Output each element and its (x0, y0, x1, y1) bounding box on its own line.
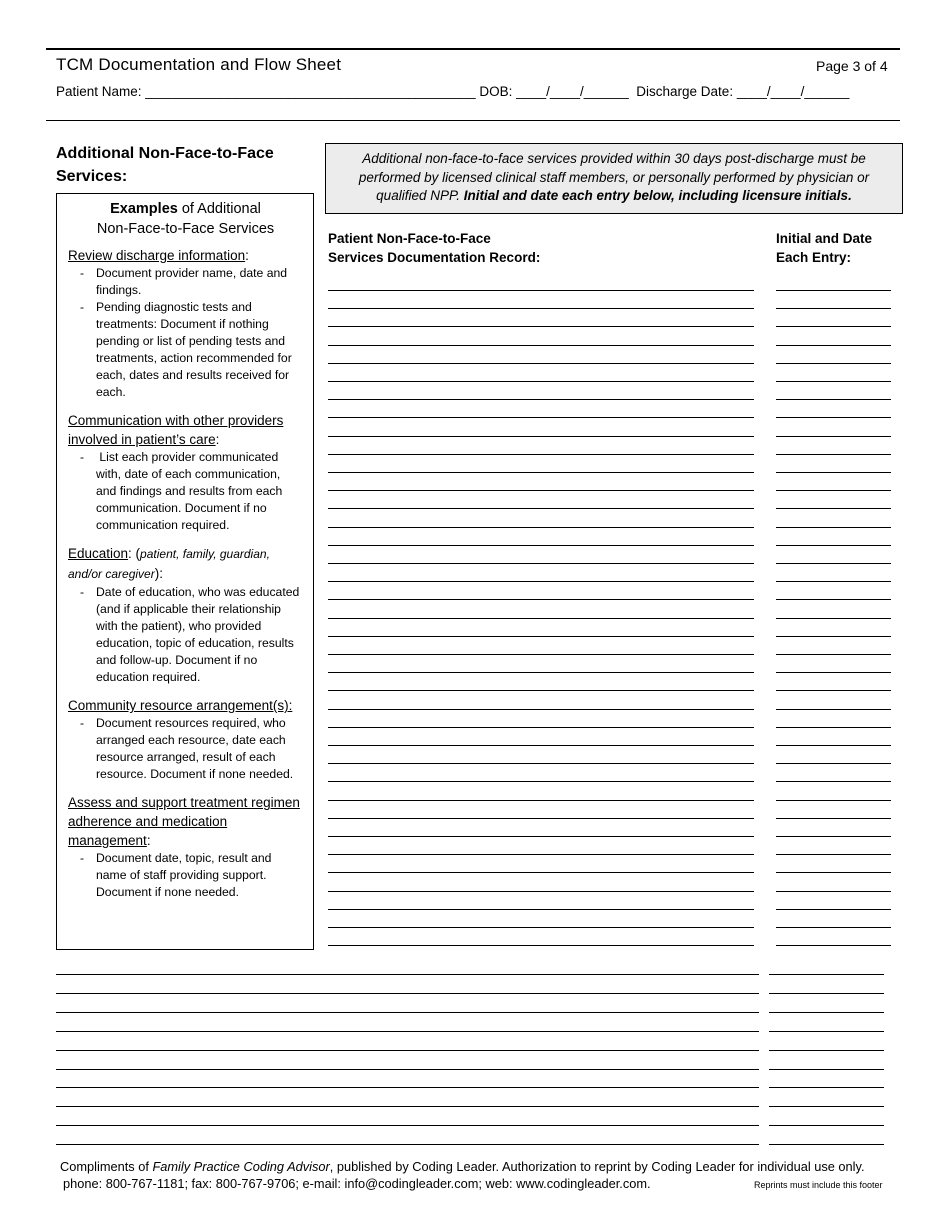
initial-date-line[interactable] (769, 993, 884, 994)
initial-date-line[interactable] (769, 1087, 884, 1088)
record-entry-line[interactable] (328, 472, 754, 473)
initial-date-line[interactable] (776, 326, 891, 327)
record-entry-line[interactable] (56, 1144, 759, 1145)
initial-date-line[interactable] (776, 818, 891, 819)
record-entry-line[interactable] (56, 1012, 759, 1013)
section-title: Assess and support treatment regimen adherence and medication management: (68, 795, 300, 848)
initial-date-line[interactable] (776, 781, 891, 782)
record-entry-line[interactable] (56, 1050, 759, 1051)
section-title: Review discharge information: (68, 248, 249, 263)
initial-date-line[interactable] (776, 290, 891, 291)
record-entry-line[interactable] (328, 417, 754, 418)
initial-date-line[interactable] (776, 545, 891, 546)
record-entry-line[interactable] (328, 527, 754, 528)
record-entry-line[interactable] (328, 945, 754, 946)
top-rule (46, 48, 900, 50)
record-entry-line[interactable] (328, 709, 754, 710)
initial-date-line[interactable] (776, 945, 891, 946)
initial-date-line[interactable] (776, 690, 891, 691)
initial-date-line[interactable] (776, 454, 891, 455)
record-entry-line[interactable] (328, 909, 754, 910)
list-item: - Pending diagnostic tests and treatments: Document if nothing pending or list of pending tests and treatments, action recommended for each, dates and results received for each. (68, 299, 303, 401)
record-entry-line[interactable] (56, 974, 759, 975)
record-entry-line[interactable] (56, 1125, 759, 1126)
record-entry-line[interactable] (328, 545, 754, 546)
record-entry-line[interactable] (328, 927, 754, 928)
section-title: Education: (patient, family, guardian, and/or caregiver): (68, 546, 270, 581)
record-entry-line[interactable] (56, 1031, 759, 1032)
record-entry-line[interactable] (328, 800, 754, 801)
record-entry-line[interactable] (328, 654, 754, 655)
initial-date-line[interactable] (776, 800, 891, 801)
initial-date-line[interactable] (776, 599, 891, 600)
footer-reprint-note: Reprints must include this footer (754, 1180, 883, 1190)
initial-date-line[interactable] (769, 1144, 884, 1145)
record-entry-line[interactable] (328, 636, 754, 637)
initial-date-line[interactable] (776, 472, 891, 473)
initial-date-line[interactable] (776, 363, 891, 364)
record-entry-line[interactable] (328, 672, 754, 673)
patient-info-line[interactable]: Patient Name: ____________________________________________ DOB: ____/____/______ Discharge Date: ____/____/______ (56, 84, 850, 99)
record-entry-line[interactable] (328, 763, 754, 764)
examples-title: Examples of Additional Non-Face-to-Face Services (96, 201, 275, 237)
record-entry-line[interactable] (328, 290, 754, 291)
page-number: Page 3 of 4 (816, 58, 888, 74)
initial-date-line[interactable] (776, 927, 891, 928)
record-entry-line[interactable] (328, 836, 754, 837)
initial-date-line[interactable] (776, 672, 891, 673)
record-entry-line[interactable] (56, 993, 759, 994)
initial-date-line[interactable] (769, 1012, 884, 1013)
initial-date-line[interactable] (776, 527, 891, 528)
record-entry-line[interactable] (328, 872, 754, 873)
section-list (68, 449, 303, 534)
record-entry-line[interactable] (328, 508, 754, 509)
record-entry-line[interactable] (328, 618, 754, 619)
initial-date-line[interactable] (769, 1050, 884, 1051)
record-entry-line[interactable] (328, 381, 754, 382)
initial-date-line[interactable] (769, 1125, 884, 1126)
record-entry-line[interactable] (328, 891, 754, 892)
footer-contact: phone: 800-767-1181; fax: 800-767-9706; e-mail: info@codingleader.com; web: www.codingleader.com. (63, 1176, 651, 1191)
examples-box (56, 193, 314, 950)
section-list (68, 715, 303, 783)
initial-date-line[interactable] (776, 909, 891, 910)
initial-date-line[interactable] (776, 636, 891, 637)
initial-date-line[interactable] (776, 381, 891, 382)
record-entry-line[interactable] (328, 745, 754, 746)
record-entry-line[interactable] (328, 399, 754, 400)
section-title: Communication with other providers involved in patient’s care: (68, 413, 284, 447)
initial-date-line[interactable] (776, 345, 891, 346)
record-entry-line[interactable] (328, 326, 754, 327)
record-column-heading: Patient Non-Face-to-Face Services Documentation Record: (328, 231, 541, 265)
record-entry-line[interactable] (328, 818, 754, 819)
record-entry-line[interactable] (328, 563, 754, 564)
footer-credit: Compliments of Family Practice Coding Advisor, published by Coding Leader. Authorization to reprint by Coding Leader for individual use only. (60, 1159, 865, 1174)
initial-date-column-heading: Initial and Date Each Entry: (776, 231, 873, 265)
initial-date-line[interactable] (769, 1069, 884, 1070)
initial-date-line[interactable] (776, 891, 891, 892)
initial-date-line[interactable] (776, 727, 891, 728)
initial-date-line[interactable] (776, 308, 891, 309)
initial-date-line[interactable] (776, 872, 891, 873)
record-entry-line[interactable] (328, 308, 754, 309)
initial-date-line[interactable] (769, 1031, 884, 1032)
initial-date-line[interactable] (776, 436, 891, 437)
initial-date-line[interactable] (776, 581, 891, 582)
initial-date-line[interactable] (776, 508, 891, 509)
record-entry-line[interactable] (56, 1106, 759, 1107)
list-item: - Document resources required, who arranged each resource, date each resource arranged, result of each resource. Document if none needed. (68, 715, 303, 783)
initial-date-line[interactable] (776, 490, 891, 491)
list-item: - Date of education, who was educated (and if applicable their relationship with the patient), who provided education, topic of education, results and follow-up. Document if no education required. (68, 584, 303, 686)
record-entry-line[interactable] (328, 490, 754, 491)
left-panel-heading: Additional Non-Face-to-Face Services: (56, 145, 274, 185)
section-list (68, 584, 303, 686)
record-entry-line[interactable] (328, 690, 754, 691)
initial-date-line[interactable] (776, 745, 891, 746)
record-entry-line[interactable] (328, 727, 754, 728)
list-item: - Document provider name, date and findings. (68, 265, 303, 299)
record-entry-line[interactable] (328, 854, 754, 855)
initial-date-line[interactable] (776, 618, 891, 619)
record-entry-line[interactable] (328, 581, 754, 582)
section-list (68, 850, 303, 901)
record-entry-line[interactable] (328, 454, 754, 455)
initial-date-line[interactable] (776, 854, 891, 855)
initial-date-line[interactable] (776, 836, 891, 837)
initial-date-line[interactable] (776, 763, 891, 764)
initial-date-line[interactable] (776, 399, 891, 400)
list-item: - List each provider communicated with, date of each communication, and findings and results from each communication. Document if no communication required. (68, 449, 303, 534)
initial-date-line[interactable] (769, 974, 884, 975)
record-entry-line[interactable] (328, 599, 754, 600)
form-title: TCM Documentation and Flow Sheet (56, 55, 342, 74)
instructions-notice: Additional non-face-to-face services provided within 30 days post-discharge must be performed by licensed clinical staff members, or personally performed by physician or qualified NPP. Initial and date each entry below, including licensure initials. (325, 143, 903, 214)
record-entry-line[interactable] (56, 1087, 759, 1088)
record-entry-line[interactable] (328, 363, 754, 364)
section-title: Community resource arrangement(s): (68, 698, 293, 713)
record-entry-line[interactable] (56, 1069, 759, 1070)
initial-date-line[interactable] (776, 417, 891, 418)
initial-date-line[interactable] (776, 709, 891, 710)
record-entry-line[interactable] (328, 781, 754, 782)
section-list (68, 265, 303, 401)
initial-date-line[interactable] (776, 563, 891, 564)
initial-date-line[interactable] (769, 1106, 884, 1107)
list-item: - Document date, topic, result and name of staff providing support. Document if none needed. (68, 850, 303, 901)
header-divider (46, 120, 900, 121)
record-entry-line[interactable] (328, 436, 754, 437)
record-entry-line[interactable] (328, 345, 754, 346)
initial-date-line[interactable] (776, 654, 891, 655)
